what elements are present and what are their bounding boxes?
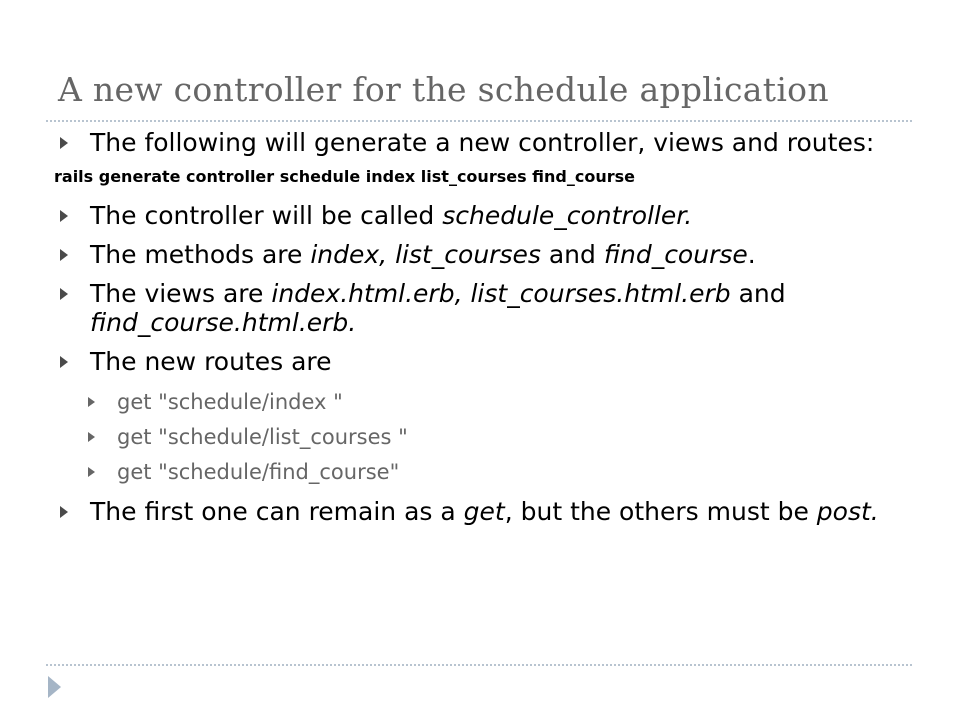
triangle-bullet-icon xyxy=(60,506,68,518)
triangle-bullet-icon xyxy=(60,249,68,261)
triangle-bullet-icon xyxy=(60,137,68,149)
bullet-text: The controller will be called xyxy=(90,201,443,230)
bullet-generate xyxy=(56,128,906,157)
bullet-text: The following will generate a new controller, views and routes: xyxy=(90,128,875,157)
title-divider xyxy=(46,120,912,122)
view-names: index.html.erb, list_courses.html.erb xyxy=(271,279,731,308)
bullet-text: and xyxy=(730,279,786,308)
bullet-text: The views are xyxy=(90,279,272,308)
triangle-bullet-icon xyxy=(88,467,95,477)
bullet-text: , but the others must be xyxy=(504,497,817,526)
bullet-routes xyxy=(56,347,906,376)
corner-arrow-icon xyxy=(48,676,61,698)
route-text: get "schedule/index " xyxy=(117,390,343,414)
bullet-get-post xyxy=(56,497,906,526)
bullet-text: and xyxy=(540,240,604,269)
bullet-text: The first one can remain as a xyxy=(90,497,464,526)
rails-command: rails generate controller schedule index list_courses find_course xyxy=(54,167,636,186)
bullet-text: . xyxy=(747,240,756,269)
http-verb: get xyxy=(463,497,505,526)
route-item xyxy=(56,390,906,415)
slide-title: A new controller for the schedule application xyxy=(58,70,829,109)
bullet-text: The new routes are xyxy=(90,347,332,376)
footer-divider xyxy=(46,664,912,666)
route-text: get "schedule/find_course" xyxy=(117,460,400,484)
triangle-bullet-icon xyxy=(60,210,68,222)
triangle-bullet-icon xyxy=(60,288,68,300)
triangle-bullet-icon xyxy=(88,397,95,407)
route-item xyxy=(56,425,906,450)
bullet-views xyxy=(56,279,906,337)
triangle-bullet-icon xyxy=(60,356,68,368)
view-name: find_course.html.erb. xyxy=(90,308,357,337)
http-verb: post. xyxy=(816,497,879,526)
method-name: find_course xyxy=(603,240,748,269)
route-item xyxy=(56,460,906,485)
method-names: index, list_courses xyxy=(310,240,541,269)
bullet-text: The methods are xyxy=(90,240,311,269)
bullet-methods xyxy=(56,240,906,269)
route-text: get "schedule/list_courses " xyxy=(117,425,408,449)
slide-body xyxy=(56,128,906,536)
bullet-controller-name xyxy=(56,201,906,230)
controller-name: schedule_controller. xyxy=(442,201,693,230)
triangle-bullet-icon xyxy=(88,432,95,442)
